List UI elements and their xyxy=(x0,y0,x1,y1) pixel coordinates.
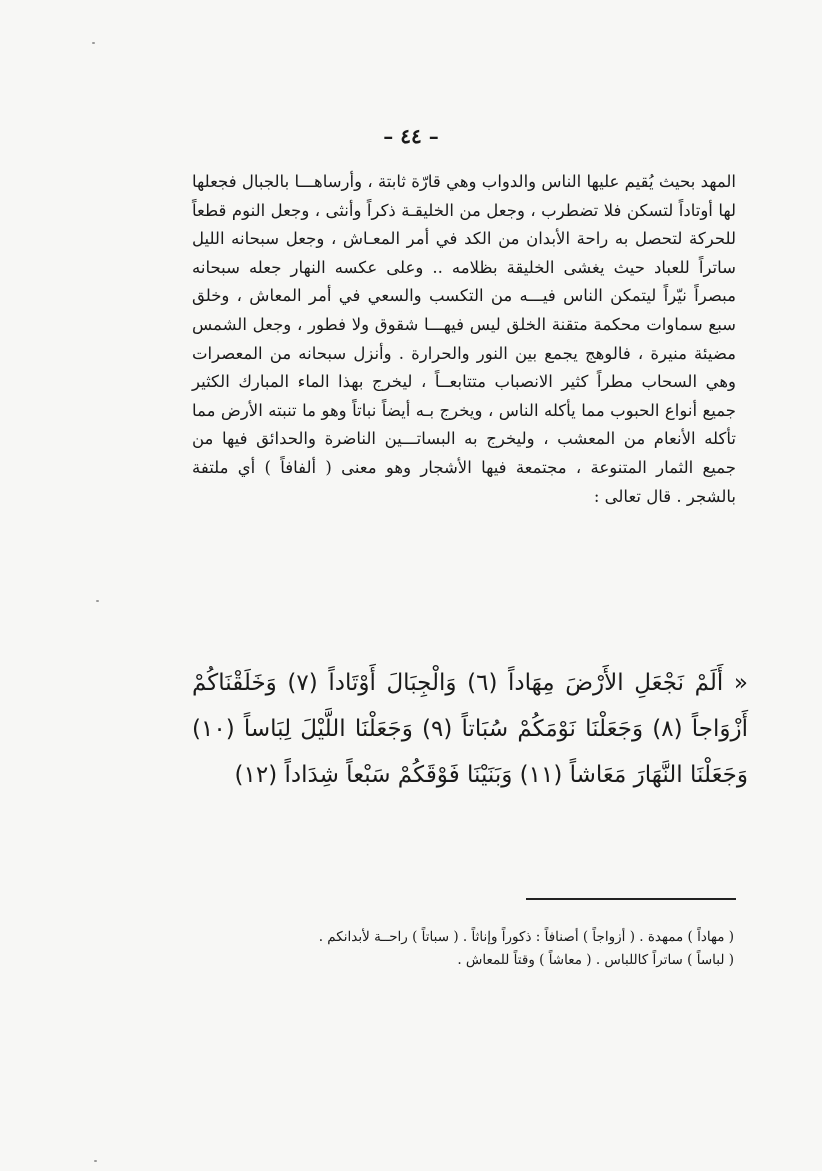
scan-speck xyxy=(92,42,95,44)
scan-speck xyxy=(94,1160,97,1162)
footnote-line: ( مهاداً ) ممهدة . ( أزواجاً ) أصنافاً : ذكوراً وإناثاً . ( سباتاً ) راحــة لأبدانكم . xyxy=(318,929,734,945)
quran-verses: « أَلَمْ نَجْعَلِ الأَرْضَ مِهَاداً (٦) وَالْجِبَالَ أَوْتَاداً (٧) وَخَلَقْنَاكُمْ أَزْوَاجاً (٨) وَجَعَلْنَا نَوْمَكُمْ سُبَاتاً (٩) وَجَعَلْنَا اللَّيْلَ لِبَاساً (١٠) وَجَعَلْنَا النَّهَارَ مَعَاشاً (١١) وَبَنَيْنَا فَوْقَكُمْ سَبْعاً شِدَاداً (١٢) xyxy=(192,670,749,788)
footnote-line: ( لباساً ) ساتراً كاللباس . ( معاشاً ) وقتاً للمعاش . xyxy=(457,952,734,968)
footnote-divider xyxy=(526,898,736,900)
footnotes xyxy=(192,926,734,972)
scan-speck xyxy=(96,600,99,602)
body-paragraph: المهد بحيث يُقيم عليها الناس والدواب وهي قارّة ثابتة ، وأرساهـــا بالجبال فجعلها لها أوتاداً لتسكن فلا تضطرب ، وجعل من الخليقـة ذكراً وأنثى ، وجعل النوم قطعاً للحركة لتحصل به راحة الأبدان من الكد في أمر المعـاش ، وجعل سبحانه الليل ساتراً للعباد حيث يغشى الخليقة بظلامه .. وعلى عكسه النهار جعله سبحانه مبصراً نيّراً ليتمكن الناس فيـــه من التكسب والسعي في أمر المعاش ، وخلق سبع سماوات محكمة متقنة الخلق ليس فيهـــا شقوق ولا فطور ، وجعل الشمس مضيئة منيرة ، فالوهج يجمع بين النور والحرارة . وأنزل سبحانه من المعصرات وهي السحاب مطراً كثير الانصباب متتابعــاً ، ليخرج بهذا الماء المبارك الكثير جميع أنواع الحبوب مما يأكله الناس ، ويخرج بـه أيضاً نباتاً وهو ما تنبته الأرض مما تأكله الأنعام من المعشب ، وليخرج به البساتـــين الناضرة والحدائق فيها من جميع الثمار المتنوعة ، مجتمعة فيها الأشجار وهو معنى ( ألفافاً ) أي ملتفة بالشجر . قال تعالى : xyxy=(192,172,736,506)
page-number: – ٤٤ – xyxy=(383,124,439,148)
